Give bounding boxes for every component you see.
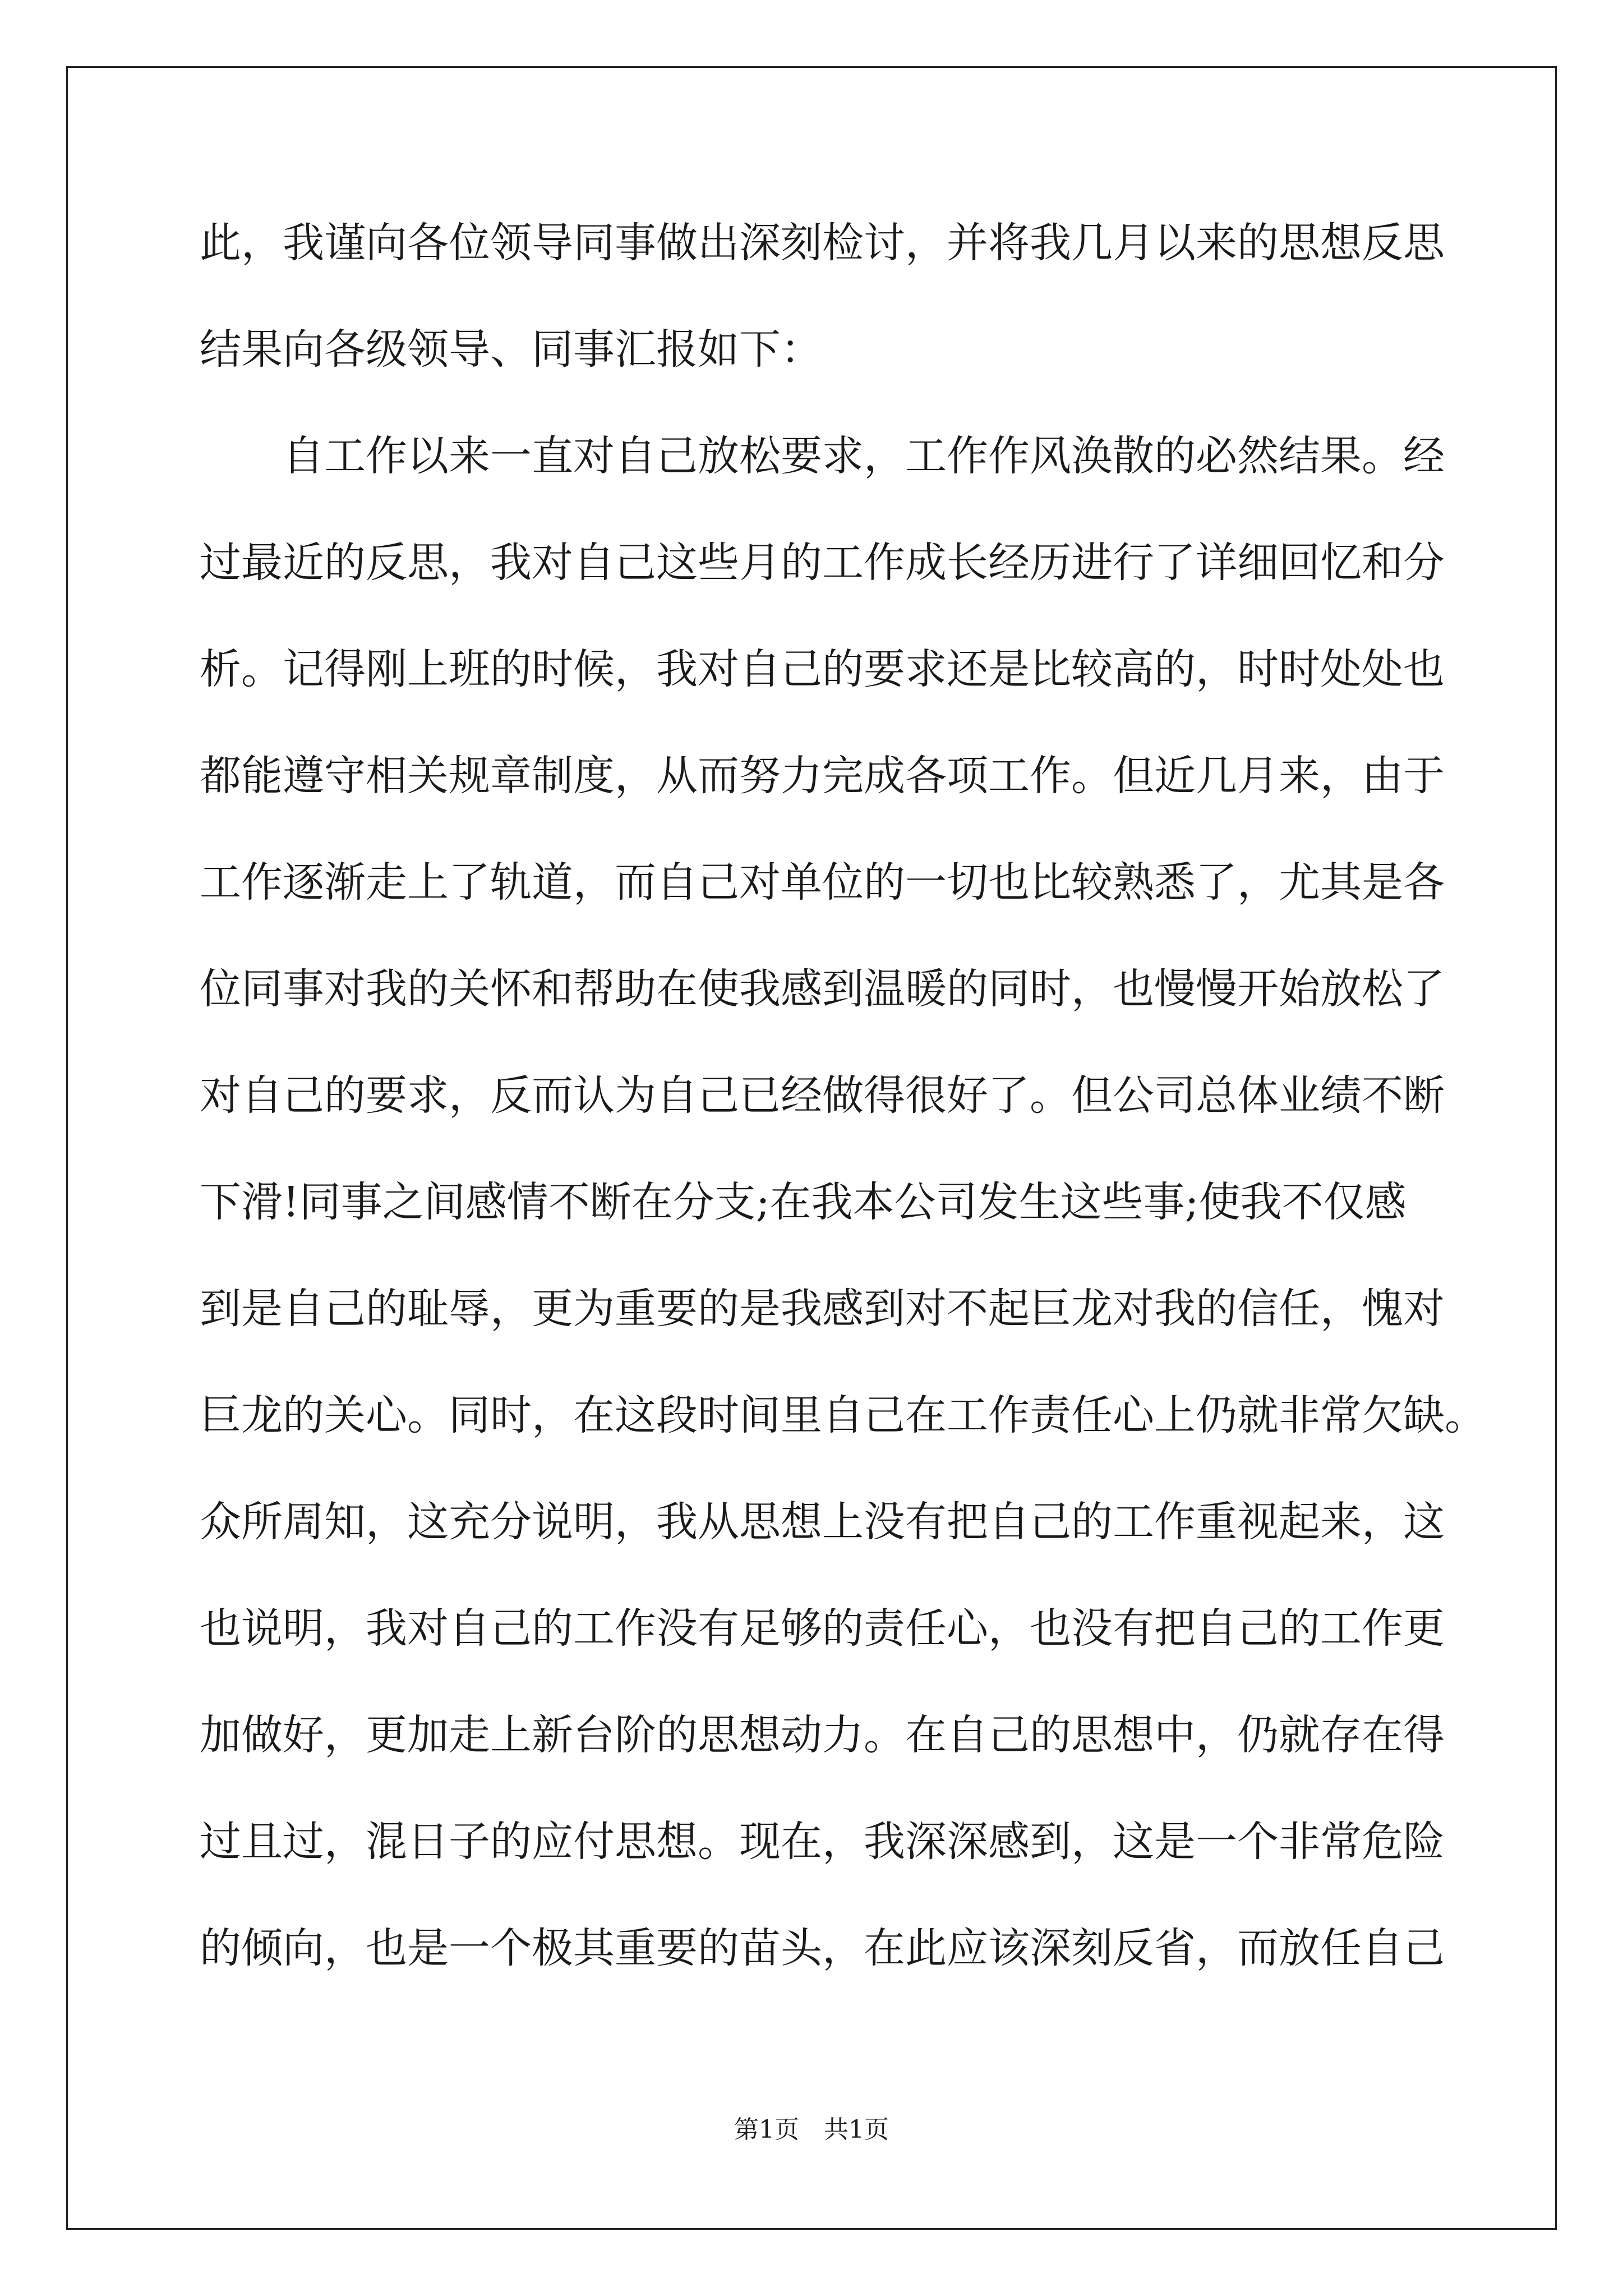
text-line: 对自己的要求，反而认为自己已经做得很好了。但公司总体业绩不断 <box>200 1071 1445 1120</box>
text-line: 工作逐渐走上了轨道，而自己对单位的一切也比较熟悉了，尤其是各 <box>200 858 1445 907</box>
text-line: 自工作以来一直对自己放松要求，工作作风涣散的必然结果。经 <box>200 432 1445 480</box>
text-line: 过且过，混日子的应付思想。现在，我深深感到，这是一个非常危险 <box>200 1818 1445 1866</box>
text-line: 加做好，更加走上新台阶的思想动力。在自己的思想中，仍就存在得 <box>200 1711 1445 1759</box>
text-line: 析。记得刚上班的时候，我对自己的要求还是比较高的，时时处处也 <box>200 645 1445 693</box>
text-line: 结果向各级领导、同事汇报如下： <box>200 325 822 374</box>
text-line: 位同事对我的关怀和帮助在使我感到温暖的同时，也慢慢开始放松了 <box>200 965 1445 1013</box>
text-line: 都能遵守相关规章制度，从而努力完成各项工作。但近几月来，由于 <box>200 752 1445 800</box>
document-body <box>200 218 1486 2030</box>
text-line: 也说明，我对自己的工作没有足够的责任心，也没有把自己的工作更 <box>200 1604 1445 1653</box>
text-line: 到是自己的耻辱，更为重要的是我感到对不起巨龙对我的信任，愧对 <box>200 1285 1445 1333</box>
text-line: 下滑!同事之间感情不断在分支;在我本公司发生这些事;使我不仅感 <box>200 1178 1407 1226</box>
text-line: 的倾向，也是一个极其重要的苗头，在此应该深刻反省，而放任自己 <box>200 1924 1445 1972</box>
text-line: 巨龙的关心。同时，在这段时间里自己在工作责任心上仍就非常欠缺。 <box>200 1391 1486 1439</box>
text-line: 此，我谨向各位领导同事做出深刻检讨，并将我几月以来的思想反思 <box>200 219 1445 267</box>
text-line: 过最近的反思，我对自己这些月的工作成长经历进行了详细回忆和分 <box>200 539 1445 587</box>
page-footer: 第1页 共1页 <box>734 2115 889 2144</box>
text-line: 众所周知，这充分说明，我从思想上没有把自己的工作重视起来，这 <box>200 1498 1445 1546</box>
